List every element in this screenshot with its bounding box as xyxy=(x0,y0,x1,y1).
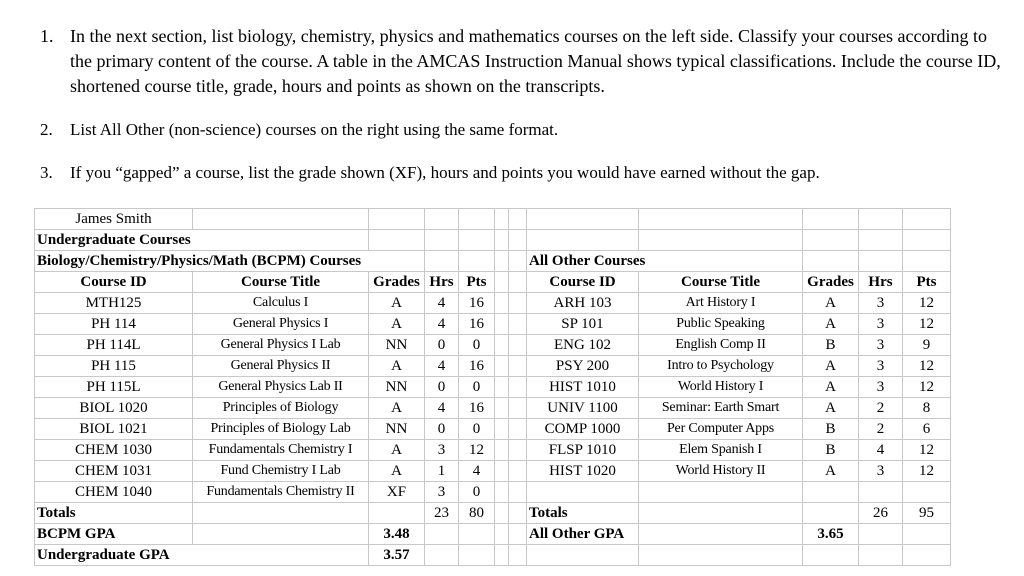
left-points: 0 xyxy=(459,335,495,356)
other-total-pts: 95 xyxy=(903,503,951,524)
left-hours: 1 xyxy=(425,461,459,482)
totals-label: Totals xyxy=(35,503,193,524)
header-grades: Grades xyxy=(803,272,859,293)
left-course-title: Fund Chemistry I Lab xyxy=(193,461,369,482)
other-total-hrs: 26 xyxy=(859,503,903,524)
right-grade: A xyxy=(803,293,859,314)
other-heading: All Other Courses xyxy=(527,251,803,272)
header-hrs: Hrs xyxy=(425,272,459,293)
column-header-row xyxy=(35,272,951,293)
right-hours: 3 xyxy=(859,293,903,314)
left-course-id: MTH125 xyxy=(35,293,193,314)
other-gpa-value: 3.65 xyxy=(803,524,859,545)
left-course-id: PH 115 xyxy=(35,356,193,377)
right-course-id: UNIV 1100 xyxy=(527,398,639,419)
course-row xyxy=(35,482,951,503)
instruction-item xyxy=(40,24,1010,99)
right-course-title xyxy=(639,482,803,503)
course-row xyxy=(35,440,951,461)
right-points: 8 xyxy=(903,398,951,419)
right-hours: 4 xyxy=(859,440,903,461)
left-course-id: BIOL 1020 xyxy=(35,398,193,419)
left-hours: 3 xyxy=(425,482,459,503)
right-course-title: Intro to Psychology xyxy=(639,356,803,377)
right-hours: 3 xyxy=(859,377,903,398)
right-hours: 3 xyxy=(859,314,903,335)
right-points: 12 xyxy=(903,356,951,377)
totals-row xyxy=(35,503,951,524)
left-course-title: General Physics I Lab xyxy=(193,335,369,356)
header-hrs: Hrs xyxy=(859,272,903,293)
right-course-id: ENG 102 xyxy=(527,335,639,356)
left-points: 0 xyxy=(459,482,495,503)
right-grade: B xyxy=(803,335,859,356)
other-gpa-label: All Other GPA xyxy=(527,524,639,545)
undergrad-gpa-row xyxy=(35,545,951,566)
right-course-id: SP 101 xyxy=(527,314,639,335)
left-hours: 4 xyxy=(425,356,459,377)
transcript-table xyxy=(34,208,951,566)
left-course-id: PH 115L xyxy=(35,377,193,398)
section-title-row xyxy=(35,230,951,251)
undergrad-gpa-label: Undergraduate GPA xyxy=(35,545,369,566)
left-points: 0 xyxy=(459,377,495,398)
category-heading-row xyxy=(35,251,951,272)
right-course-title: World History II xyxy=(639,461,803,482)
left-course-title: General Physics I xyxy=(193,314,369,335)
instruction-number: 2. xyxy=(40,120,53,139)
right-course-id xyxy=(527,482,639,503)
header-pts: Pts xyxy=(903,272,951,293)
right-hours xyxy=(859,482,903,503)
right-course-id: ARH 103 xyxy=(527,293,639,314)
right-points: 12 xyxy=(903,293,951,314)
right-points: 12 xyxy=(903,461,951,482)
right-hours: 3 xyxy=(859,356,903,377)
left-course-id: PH 114 xyxy=(35,314,193,335)
instruction-text: List All Other (non-science) courses on the right using the same format. xyxy=(70,120,559,139)
left-hours: 0 xyxy=(425,377,459,398)
left-course-title: General Physics Lab II xyxy=(193,377,369,398)
course-row xyxy=(35,293,951,314)
right-course-id: HIST 1020 xyxy=(527,461,639,482)
left-points: 0 xyxy=(459,419,495,440)
left-grade: A xyxy=(369,293,425,314)
right-grade xyxy=(803,482,859,503)
left-course-title: Fundamentals Chemistry II xyxy=(193,482,369,503)
instruction-text: If you “gapped” a course, list the grade shown (XF), hours and points you would have earned without the gap. xyxy=(70,163,820,182)
right-course-title: Public Speaking xyxy=(639,314,803,335)
header-course-title: Course Title xyxy=(639,272,803,293)
left-hours: 4 xyxy=(425,314,459,335)
bcpm-total-hrs: 23 xyxy=(425,503,459,524)
right-course-title: English Comp II xyxy=(639,335,803,356)
right-grade: A xyxy=(803,356,859,377)
left-course-id: BIOL 1021 xyxy=(35,419,193,440)
left-grade: NN xyxy=(369,419,425,440)
left-grade: A xyxy=(369,440,425,461)
right-course-title: Elem Spanish I xyxy=(639,440,803,461)
right-course-id: FLSP 1010 xyxy=(527,440,639,461)
right-hours: 2 xyxy=(859,398,903,419)
left-grade: NN xyxy=(369,335,425,356)
undergrad-gpa-value: 3.57 xyxy=(369,545,425,566)
instruction-number: 1. xyxy=(40,26,54,46)
left-points: 4 xyxy=(459,461,495,482)
left-points: 16 xyxy=(459,314,495,335)
course-row xyxy=(35,335,951,356)
left-course-id: CHEM 1031 xyxy=(35,461,193,482)
bcpm-heading: Biology/Chemistry/Physics/Math (BCPM) Courses xyxy=(35,251,425,272)
left-course-title: Principles of Biology Lab xyxy=(193,419,369,440)
header-grades: Grades xyxy=(369,272,425,293)
right-points: 6 xyxy=(903,419,951,440)
course-row xyxy=(35,377,951,398)
course-row xyxy=(35,356,951,377)
left-grade: NN xyxy=(369,377,425,398)
right-grade: B xyxy=(803,419,859,440)
left-points: 16 xyxy=(459,398,495,419)
left-course-id: CHEM 1030 xyxy=(35,440,193,461)
student-name-row xyxy=(35,209,951,230)
right-course-id: COMP 1000 xyxy=(527,419,639,440)
left-hours: 0 xyxy=(425,419,459,440)
section-title: Undergraduate Courses xyxy=(35,230,369,251)
right-grade: A xyxy=(803,377,859,398)
bcpm-total-pts: 80 xyxy=(459,503,495,524)
course-row xyxy=(35,461,951,482)
right-points: 12 xyxy=(903,377,951,398)
right-course-id: PSY 200 xyxy=(527,356,639,377)
instruction-text: In the next section, list biology, chemistry, physics and mathematics courses on the left side. Classify your courses according to the primary content of the course. A table in the AMCAS Instruction Manual shows typical classifications. Include the course ID, shortened course title, grade, hours and points as shown on the transcripts. xyxy=(70,26,1001,96)
left-grade: XF xyxy=(369,482,425,503)
right-points xyxy=(903,482,951,503)
left-course-id: CHEM 1040 xyxy=(35,482,193,503)
course-row xyxy=(35,314,951,335)
left-course-title: Principles of Biology xyxy=(193,398,369,419)
right-course-title: Per Computer Apps xyxy=(639,419,803,440)
left-hours: 4 xyxy=(425,398,459,419)
left-grade: A xyxy=(369,398,425,419)
left-grade: A xyxy=(369,314,425,335)
bcpm-gpa-value: 3.48 xyxy=(369,524,425,545)
right-points: 12 xyxy=(903,314,951,335)
instruction-item xyxy=(40,160,1010,185)
right-course-title: Art History I xyxy=(639,293,803,314)
other-totals-label: Totals xyxy=(527,503,639,524)
left-course-title: General Physics II xyxy=(193,356,369,377)
left-hours: 4 xyxy=(425,293,459,314)
header-course-id: Course ID xyxy=(35,272,193,293)
right-hours: 2 xyxy=(859,419,903,440)
bcpm-gpa-label: BCPM GPA xyxy=(35,524,193,545)
left-points: 12 xyxy=(459,440,495,461)
header-course-id: Course ID xyxy=(527,272,639,293)
instruction-number: 3. xyxy=(40,163,53,182)
header-pts: Pts xyxy=(459,272,495,293)
left-grade: A xyxy=(369,356,425,377)
left-hours: 3 xyxy=(425,440,459,461)
right-grade: A xyxy=(803,461,859,482)
left-course-title: Calculus I xyxy=(193,293,369,314)
instructions-list xyxy=(40,24,1010,185)
left-hours: 0 xyxy=(425,335,459,356)
instruction-item xyxy=(40,117,1010,142)
course-row xyxy=(35,419,951,440)
left-grade: A xyxy=(369,461,425,482)
right-grade: A xyxy=(803,314,859,335)
right-points: 12 xyxy=(903,440,951,461)
right-grade: A xyxy=(803,398,859,419)
right-course-title: World History I xyxy=(639,377,803,398)
right-course-title: Seminar: Earth Smart xyxy=(639,398,803,419)
left-points: 16 xyxy=(459,293,495,314)
right-hours: 3 xyxy=(859,335,903,356)
left-points: 16 xyxy=(459,356,495,377)
course-row xyxy=(35,398,951,419)
left-course-id: PH 114L xyxy=(35,335,193,356)
header-course-title: Course Title xyxy=(193,272,369,293)
right-course-id: HIST 1010 xyxy=(527,377,639,398)
left-course-title: Fundamentals Chemistry I xyxy=(193,440,369,461)
right-hours: 3 xyxy=(859,461,903,482)
right-points: 9 xyxy=(903,335,951,356)
student-name: James Smith xyxy=(35,209,193,230)
right-grade: B xyxy=(803,440,859,461)
gpa-row xyxy=(35,524,951,545)
